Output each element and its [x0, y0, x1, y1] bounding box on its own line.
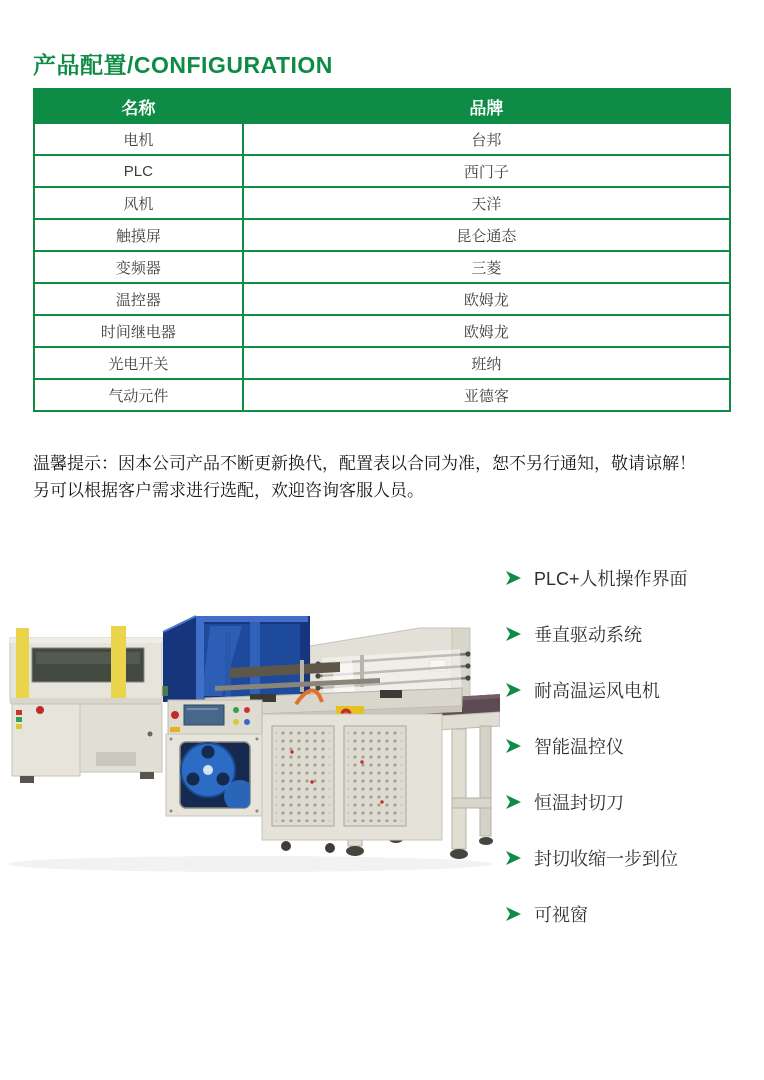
feature-item: [506, 886, 756, 942]
column-header-brand: 品牌: [243, 89, 730, 123]
table-row: [34, 251, 730, 283]
brand-cell: 欧姆龙: [243, 315, 730, 347]
table-row: [34, 283, 730, 315]
component-name-cell: 电机: [34, 123, 243, 155]
feature-label: 可视窗: [534, 905, 588, 925]
notice-text: [33, 450, 739, 504]
feature-item: [506, 774, 756, 830]
feature-label: PLC+人机操作界面: [534, 569, 688, 589]
feature-item: [506, 830, 756, 886]
component-name-cell: 光电开关: [34, 347, 243, 379]
notice-line-2: 另可以根据客户需求进行选配，欢迎咨询客服人员。: [33, 481, 424, 500]
arrow-bullet-icon: [506, 627, 521, 641]
feature-item: [506, 606, 756, 662]
table-row: [34, 315, 730, 347]
brand-cell: 天洋: [243, 187, 730, 219]
arrow-bullet-icon: [506, 851, 521, 865]
component-name-cell: 温控器: [34, 283, 243, 315]
arrow-bullet-icon: [506, 739, 521, 753]
brand-cell: 台邦: [243, 123, 730, 155]
component-name-cell: PLC: [34, 155, 243, 187]
table-row: [34, 379, 730, 411]
component-name-cell: 时间继电器: [34, 315, 243, 347]
component-name-cell: 变频器: [34, 251, 243, 283]
feature-item: [506, 662, 756, 718]
arrow-bullet-icon: [506, 571, 521, 585]
component-name-cell: 气动元件: [34, 379, 243, 411]
brand-cell: 西门子: [243, 155, 730, 187]
table-row: [34, 155, 730, 187]
table-row: [34, 187, 730, 219]
notice-line-1: 温馨提示：因本公司产品不断更新换代，配置表以合同为准，恕不另行通知，敬请谅解！: [33, 454, 696, 473]
table-row: [34, 123, 730, 155]
feature-label: 智能温控仪: [534, 737, 624, 757]
component-name-cell: 触摸屏: [34, 219, 243, 251]
configuration-table: [33, 88, 731, 412]
table-header-row: [34, 89, 730, 123]
brand-cell: 三菱: [243, 251, 730, 283]
feature-label: 耐高温运风电机: [534, 681, 660, 701]
brand-cell: 昆仑通态: [243, 219, 730, 251]
arrow-bullet-icon: [506, 907, 521, 921]
page-title: 产品配置/CONFIGURATION: [33, 52, 333, 78]
feature-item: [506, 550, 756, 606]
brand-cell: 欧姆龙: [243, 283, 730, 315]
table-row: [34, 347, 730, 379]
shrink-wrap-machine-photo: [0, 602, 500, 877]
table-row: [34, 219, 730, 251]
arrow-bullet-icon: [506, 683, 521, 697]
component-name-cell: 风机: [34, 187, 243, 219]
brand-cell: 班纳: [243, 347, 730, 379]
arrow-bullet-icon: [506, 795, 521, 809]
feature-list: [506, 550, 756, 942]
brand-cell: 亚德客: [243, 379, 730, 411]
feature-label: 恒温封切刀: [534, 793, 624, 813]
feature-label: 封切收缩一步到位: [534, 849, 678, 869]
feature-item: [506, 718, 756, 774]
column-header-name: 名称: [34, 89, 243, 123]
feature-label: 垂直驱动系统: [534, 625, 642, 645]
